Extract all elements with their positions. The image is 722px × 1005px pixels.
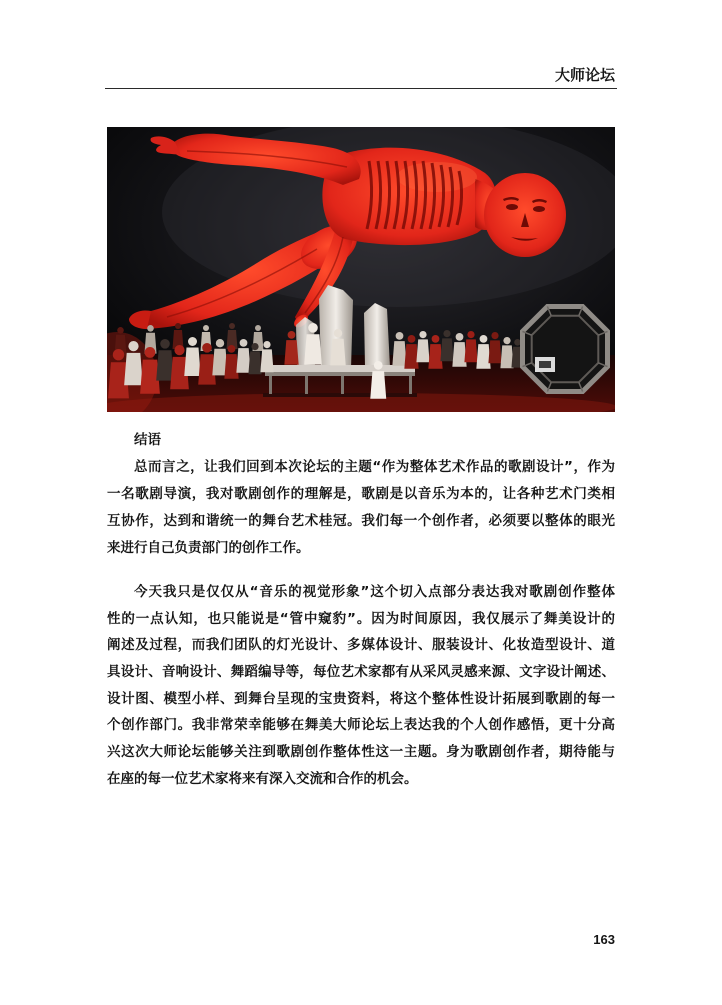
stage-photo [107,127,615,412]
paragraph [107,579,615,793]
white-column [364,303,390,367]
paragraph [107,454,615,562]
text-line: 在座的每一位艺术家将来有深入交流和合作的机会。 [107,770,418,787]
text-line: 今天我只是仅仅从“音乐的视觉形象”这个切入点部分表达我对歌剧创作整体 [134,584,615,600]
text-line: 互协作，达到和谐统一的舞台艺术桂冠。我们每一个创作者，必须要以整体的眼光 [107,513,615,529]
text-line: 来进行自己负责部门的创作工作。 [107,540,310,556]
page-number: 163 [593,932,615,947]
conclusion-section [107,427,615,793]
text-line: 兴这次大师论坛能够关注到歌剧创作整体性这一主题。身为歌剧创作者，期待能与 [107,744,615,761]
text-line: 一名歌剧导演，我对歌剧创作的理解是，歌剧是以音乐为本的，让各种艺术门类相 [107,486,615,502]
text-line: 个创作部门。我非常荣幸能够在舞美大师论坛上表达我的个人创作感悟，更十分高 [107,717,615,734]
header-rule [105,88,617,89]
running-header-title: 大师论坛 [554,66,615,84]
text-line: 设计图、模型小样、到舞台呈现的宝贵资料，将这个整体性设计拓展到歌剧的每一 [107,690,615,707]
text-line: 总而言之，让我们回到本次论坛的主题“作为整体艺术作品的歌剧设计”，作为 [134,459,615,475]
text-line: 阐述及过程，而我们团队的灯光设计、多媒体设计、服装设计、化妆造型设计、道 [107,637,615,654]
text-line: 具设计、音响设计、舞蹈编导等，每位艺术家都有从采风灵感来源、文字设计阐述、 [107,664,615,681]
section-heading: 结语 [134,432,161,448]
octagon-frame [523,307,608,392]
text-line: 性的一点认知，也只能说是“管中窥豹”。因为时间原因，我仅展示了舞美设计的 [107,610,615,627]
